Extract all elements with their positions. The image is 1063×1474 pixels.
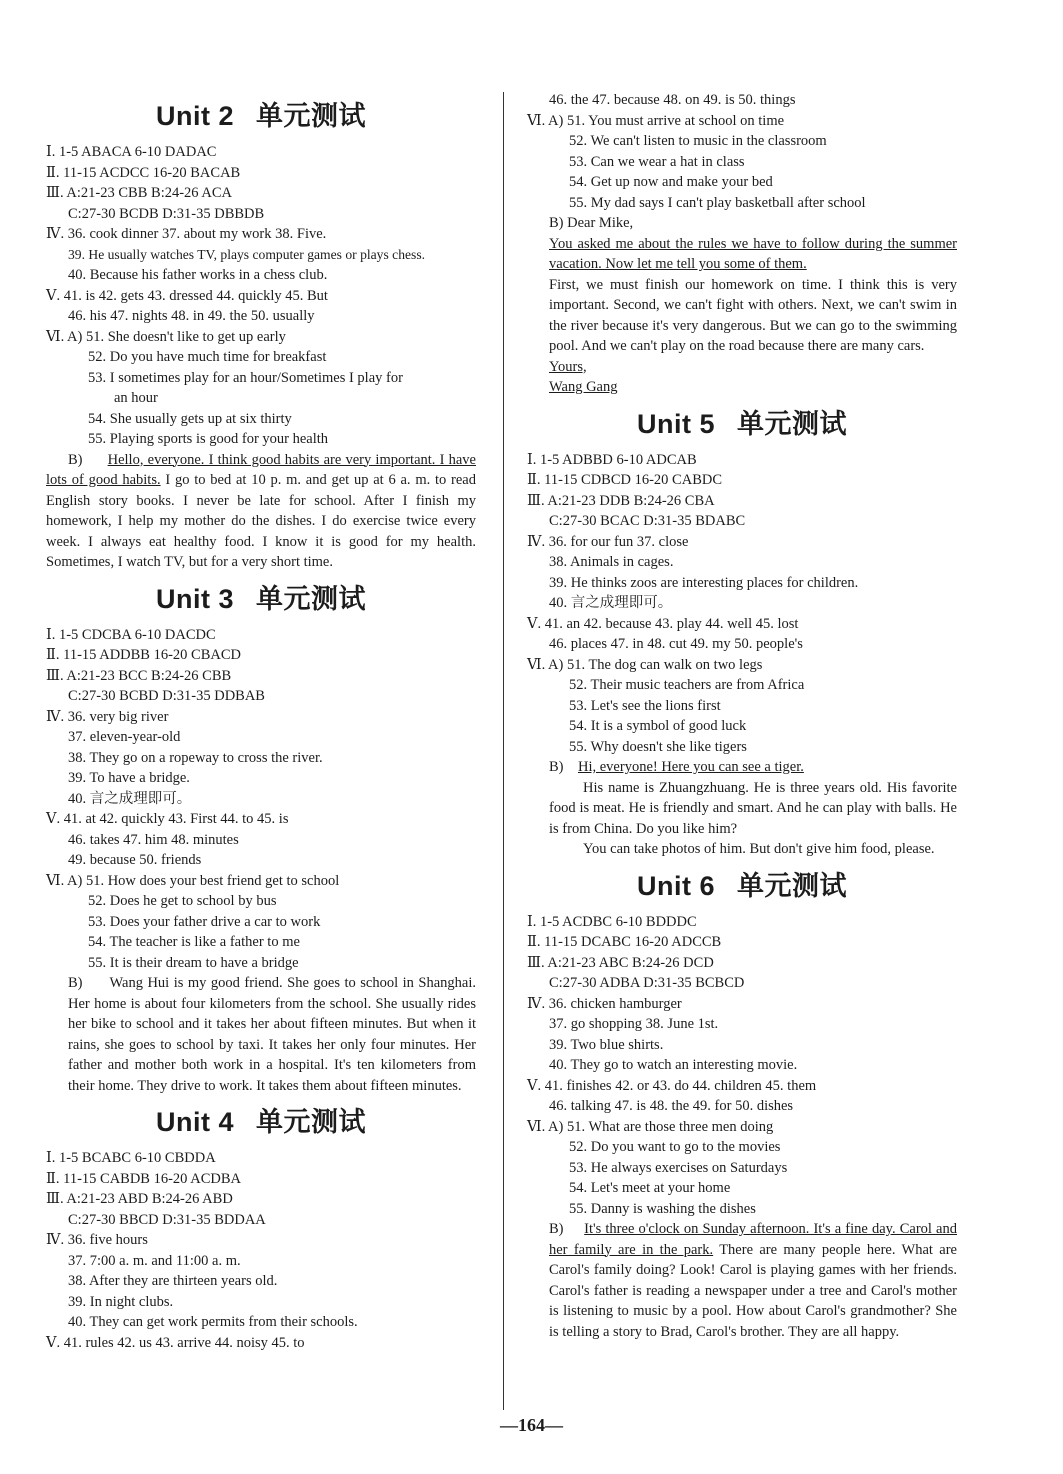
unit4-line: 40. They can get work permits from their schools.	[68, 1314, 358, 1330]
letter-closing: Yours,	[549, 358, 587, 375]
unit2-line: 40. Because his father works in a chess club.	[68, 267, 328, 283]
unit3-line: Ⅳ. 36. very big river	[46, 708, 169, 725]
unit6-line: Ⅲ. A:21-23 ABC B:24-26 DCD	[527, 954, 714, 971]
unit2-line: Ⅴ. 41. is 42. gets 43. dressed 44. quickly 45. But	[46, 287, 328, 304]
essay-underlined: Hello, everyone. I think good habits are very important. I have lots of good habits.	[46, 451, 476, 488]
unit5-line: 53. Let's see the lions first	[569, 697, 721, 714]
unit3-line: 38. They go on a ropeway to cross the river.	[68, 749, 323, 766]
unit6-line: 40. They go to watch an interesting movie.	[549, 1057, 798, 1073]
unit2-line: 53. I sometimes play for an hour/Sometimes I play for	[88, 369, 403, 386]
unit5-title: Unit 5 单元测试	[636, 408, 847, 440]
page-number: —164—	[500, 1415, 563, 1435]
unit6-line: 39. Two blue shirts.	[549, 1036, 664, 1053]
unit3-line: 55. It is their dream to have a bridge	[88, 954, 299, 971]
letter-greeting: B) Dear Mike,	[549, 215, 634, 231]
unit3-line: 39. To have a bridge.	[68, 770, 190, 786]
unit6-line: 46. talking 47. is 48. the 49. for 50. dishes	[549, 1098, 794, 1114]
unit4-line: 53. Can we wear a hat in class	[569, 153, 745, 170]
unit5-line: 38. Animals in cages.	[549, 554, 674, 570]
unit2-line: C:27-30 BCDB D:31-35 DBBDB	[68, 205, 265, 222]
unit2-line: an hour	[114, 390, 158, 406]
unit4-line: 52. We can't listen to music in the classroom	[569, 133, 827, 149]
unit3-line: 53. Does your father drive a car to work	[88, 913, 321, 930]
unit3-line: Ⅵ. A) 51. How does your best friend get to school	[46, 872, 340, 889]
unit4-line: 54. Get up now and make your bed	[569, 174, 773, 190]
unit3-line: 52. Does he get to school by bus	[88, 893, 277, 909]
essay-prefix: B)	[549, 1221, 564, 1237]
unit6-line: Ⅵ. A) 51. What are those three men doing	[527, 1118, 774, 1135]
unit2-line: Ⅵ. A) 51. She doesn't like to get up early	[46, 328, 286, 345]
unit2-line: 55. Playing sports is good for your health	[88, 431, 329, 447]
unit3-line: 54. The teacher is like a father to me	[88, 934, 300, 950]
unit3-line: C:27-30 BCBD D:31-35 DDBAB	[68, 688, 265, 704]
unit6-line: 54. Let's meet at your home	[569, 1180, 731, 1196]
letter-signature: Wang Gang	[549, 379, 618, 395]
column-divider	[503, 92, 504, 1410]
unit6-line: 53. He always exercises on Saturdays	[569, 1159, 788, 1176]
essay-text: I go to bed at 10 p. m. and get up at 6 a. m. to read English story books. I never be late for school. After I finish my homework, I help my mother do the dishes. I do exercise twice every week. I always eat healthy food. I know it is good for my health. Sometimes, I watch TV, but for a very short time.	[46, 472, 476, 570]
unit4-line: Ⅲ. A:21-23 ABD B:24-26 ABD	[46, 1191, 233, 1207]
unit5-line: 46. places 47. in 48. cut 49. my 50. people's	[549, 636, 803, 652]
unit5-essay-head: B) Hi, everyone! Here you can see a tiger.	[549, 759, 804, 775]
unit5-essay-p1: His name is Zhuangzhuang. He is three years old. His favorite food is meat. He is friendly and smart. And he can play with balls. He is from China. Do you like him?	[549, 779, 957, 837]
unit5-line: 39. He thinks zoos are interesting places for children.	[549, 574, 859, 591]
essay-underlined: It's three o'clock on Sunday afternoon. It's a fine day. Carol and her family are in the park.	[549, 1221, 957, 1258]
unit2-line: Ⅲ. A:21-23 CBB B:24-26 ACA	[46, 185, 232, 201]
unit6-line: Ⅳ. 36. chicken hamburger	[527, 995, 682, 1012]
unit3-line: 49. because 50. friends	[68, 852, 202, 868]
letter-underlined: You asked me about the rules we have to follow during the summer vacation. Now let me tell you some of them.	[549, 235, 957, 272]
unit2-line: 54. She usually gets up at six thirty	[88, 410, 292, 427]
unit5-essay-p2: You can take photos of him. But don't give him food, please.	[583, 841, 935, 857]
unit6-line: Ⅴ. 41. finishes 42. or 43. do 44. children 45. them	[527, 1077, 817, 1094]
unit3-line: Ⅰ. 1-5 CDCBA 6-10 DACDC	[46, 626, 216, 643]
unit4-line: 38. After they are thirteen years old.	[68, 1273, 278, 1289]
unit3-title: Unit 3 单元测试	[155, 583, 366, 615]
unit3-line: Ⅱ. 11-15 ADDBB 16-20 CBACD	[46, 647, 242, 663]
unit4-line: Ⅰ. 1-5 BCABC 6-10 CBDDA	[46, 1150, 216, 1166]
unit2-line: Ⅳ. 36. cook dinner 37. about my work 38. Five.	[46, 226, 327, 242]
unit5-line: Ⅲ. A:21-23 DDB B:24-26 CBA	[527, 492, 715, 509]
unit5-line: Ⅳ. 36. for our fun 37. close	[527, 533, 689, 550]
unit6-line: 55. Danny is washing the dishes	[569, 1200, 756, 1217]
unit4-line: 37. 7:00 a. m. and 11:00 a. m.	[68, 1252, 241, 1269]
unit2-title: Unit 2 单元测试	[155, 101, 366, 132]
unit6-line: Ⅱ. 11-15 DCABC 16-20 ADCCB	[527, 934, 722, 950]
unit4-line: 46. the 47. because 48. on 49. is 50. things	[549, 92, 796, 108]
unit6-essay	[527, 1219, 957, 1342]
unit3-essay	[46, 973, 476, 1096]
unit6-line: C:27-30 ADBA D:31-35 BCBCD	[549, 975, 745, 991]
unit3-line: Ⅴ. 41. at 42. quickly 43. First 44. to 45. is	[46, 811, 289, 827]
unit4-line: C:27-30 BBCD D:31-35 BDDAA	[68, 1211, 266, 1228]
unit5-line: 52. Their music teachers are from Africa	[569, 677, 805, 693]
unit4-line: Ⅳ. 36. five hours	[46, 1232, 148, 1248]
unit2-line: 46. his 47. nights 48. in 49. the 50. usually	[68, 308, 315, 324]
unit6-title: Unit 6 单元测试	[636, 870, 847, 902]
essay-text: Wang Hui is my good friend. She goes to school in Shanghai. Her home is about four kilometers from the school. She usually rides her bike to school and it takes her about fifteen minutes. But when it rains, she goes to school by taxi. It takes her only four minutes. Her father and mother both work in a hospital. It's ten kilometers from their home. They drive to work. It takes them about fifteen minutes.	[68, 975, 476, 1094]
unit4-line: 39. In night clubs.	[68, 1293, 174, 1310]
unit5-line: Ⅴ. 41. an 42. because 43. play 44. well 45. lost	[527, 615, 799, 632]
unit2-essay	[46, 450, 476, 573]
unit3-line: 46. takes 47. him 48. minutes	[68, 831, 239, 848]
unit2-line: Ⅰ. 1-5 ABACA 6-10 DADAC	[46, 144, 217, 160]
essay-underlined: Hi, everyone! Here you can see a tiger.	[578, 759, 804, 775]
right-column	[527, 90, 957, 1342]
essay-text: There are many people here. What are Carol's family doing? Look! Carol is playing games with her friends. Carol's father is reading a newspaper under a tree and Carol's mother is listening to music by a pool. How about Carol's grandmother? She is telling a story to Brad, Carol's brother. They are all happy.	[549, 1241, 957, 1340]
essay-prefix: B)	[68, 451, 83, 468]
unit2-line: 52. Do you have much time for breakfast	[88, 349, 327, 365]
unit5-line: Ⅱ. 11-15 CDBCD 16-20 CABDC	[527, 472, 723, 488]
unit5-line: Ⅰ. 1-5 ADBBD 6-10 ADCAB	[527, 451, 697, 468]
left-column	[46, 90, 476, 1353]
unit4-line: Ⅱ. 11-15 CABDB 16-20 ACDBA	[46, 1170, 242, 1187]
essay-prefix: B)	[68, 975, 83, 991]
unit4-line: 55. My dad says I can't play basketball after school	[569, 194, 866, 211]
unit2-line: Ⅱ. 11-15 ACDCC 16-20 BACAB	[46, 164, 241, 181]
unit6-line: 37. go shopping 38. June 1st.	[549, 1016, 719, 1032]
unit2-line: 39. He usually watches TV, plays computer games or plays chess.	[68, 246, 426, 262]
unit4-line: Ⅵ. A) 51. You must arrive at school on time	[527, 112, 785, 129]
unit6-line: Ⅰ. 1-5 ACDBC 6-10 BDDDC	[527, 913, 697, 930]
unit5-line: C:27-30 BCAC D:31-35 BDABC	[549, 513, 746, 529]
unit3-line: Ⅲ. A:21-23 BCC B:24-26 CBB	[46, 667, 232, 684]
unit5-line: 55. Why doesn't she like tigers	[569, 738, 747, 755]
unit5-line: Ⅵ. A) 51. The dog can walk on two legs	[527, 656, 763, 673]
unit5-line: 54. It is a symbol of good luck	[569, 718, 747, 734]
unit3-line: 37. eleven-year-old	[68, 729, 181, 745]
unit6-line: 52. Do you want to go to the movies	[569, 1139, 781, 1155]
unit4-title: Unit 4 单元测试	[155, 1107, 366, 1138]
unit4-line: Ⅴ. 41. rules 42. us 43. arrive 44. noisy 45. to	[46, 1334, 305, 1351]
unit5-line: 40. 言之成理即可。	[549, 595, 673, 611]
letter-body: First, we must finish our homework on time. I think this is very important. Second, we can't fight with others. Next, we can't swim in the river because it's very dangerous. But we can go to the swimming pool. And we can't play on the road because there are many cars.	[549, 276, 957, 354]
unit3-line: 40. 言之成理即可。	[68, 790, 192, 807]
